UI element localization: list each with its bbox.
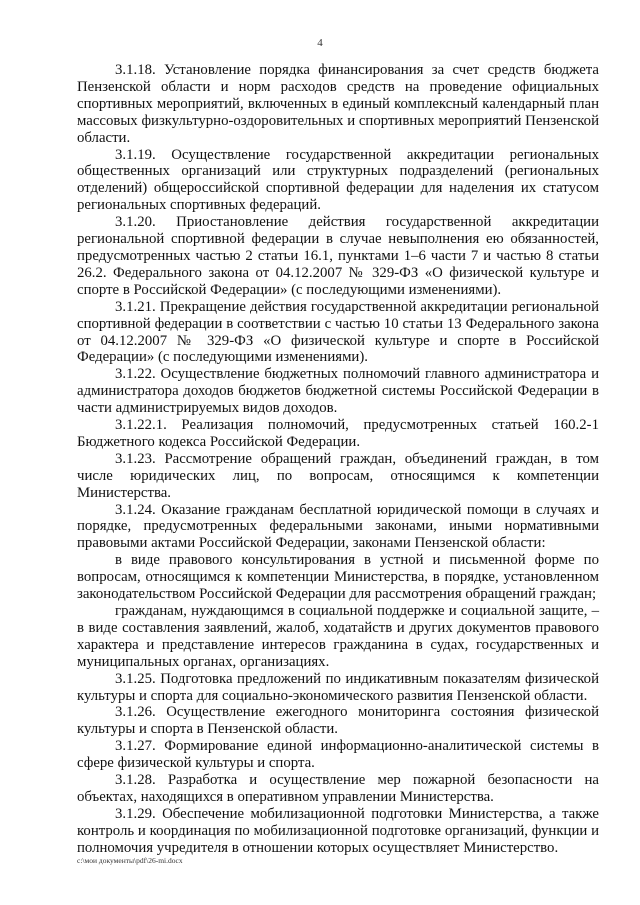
footer-file-path: c:\мои документы\pdf\26-mi.docx — [77, 856, 183, 865]
page-number: 4 — [317, 37, 323, 49]
paragraph-3-1-24-item-2: гражданам, нуждающимся в социальной поддержке и социальной защите, – в виде составления заявлений, жалоб, ходатайств и других документов правового характера и представление интересов гражданина в судах, государственных и муниципальных органах, организациях. — [77, 603, 599, 670]
paragraph-3-1-27: 3.1.27. Формирование единой информационно-аналитической системы в сфере физической культуры и спорта. — [77, 738, 599, 772]
paragraph-3-1-24-item-1: в виде правового консультирования в устной и письменной форме по вопросам, относящимся к компетенции Министерства, в порядке, установленном законодательством Российской Федерации для рассмотрения обращений граждан; — [77, 552, 599, 603]
paragraph-3-1-21: 3.1.21. Прекращение действия государственной аккредитации региональной спортивной федерации в соответствии с частью 10 статьи 13 Федерального закона от 04.12.2007 № 329-ФЗ «О физической культуре и спорте в Российской Федерации» (с последующими изменениями). — [77, 298, 599, 366]
paragraph-3-1-29: 3.1.29. Обеспечение мобилизационной подготовки Министерства, а также контроль и координация по мобилизационной подготовке организаций, функции и полномочия учредителя в отношении которых осуществляет Министерство. — [77, 805, 599, 856]
paragraph-3-1-22: 3.1.22. Осуществление бюджетных полномочий главного администратора и администратора доходов бюджетов бюджетной системы Российской Федерации в части администрируемых видов доходов. — [77, 366, 599, 417]
paragraph-3-1-20: 3.1.20. Приостановление действия государственной аккредитации региональной спортивной федерации в случае невыполнения ею обязанностей, предусмотренных частью 2 статьи 16.1, пунктами 1–6 части 7 и частью 8 статьи 26.2. Федерального закона от 04.12.2007 № 329-ФЗ «О физической культуре и спорте в Российской Федерации» (с последующими изменениями). — [77, 214, 599, 298]
paragraph-3-1-28: 3.1.28. Разработка и осуществление мер пожарной безопасности на объектах, находящихся в оперативном управлении Министерства. — [77, 772, 599, 805]
paragraph-3-1-22-1: 3.1.22.1. Реализация полномочий, предусмотренных статьей 160.2-1 Бюджетного кодекса Российской Федерации. — [77, 417, 599, 450]
paragraph-3-1-23: 3.1.23. Рассмотрение обращений граждан, объединений граждан, в том числе юридических лиц, по вопросам, относящимся к компетенции Министерства. — [77, 450, 599, 501]
paragraph-3-1-19: 3.1.19. Осуществление государственной аккредитации региональных общественных организаций или структурных подразделений (региональных отделений) общероссийской спортивной федерации для наделения их статусом региональных спортивных федераций. — [77, 146, 599, 214]
paragraph-3-1-18: 3.1.18. Установление порядка финансирования за счет средств бюджета Пензенской области и норм расходов средств на проведение официальных спортивных мероприятий, включенных в единый комплексный календарный план массовых физкультурно-оздоровительных и спортивных мероприятий Пензенской области. — [77, 62, 599, 146]
paragraph-3-1-24: 3.1.24. Оказание гражданам бесплатной юридической помощи в случаях и порядке, предусмотренных федеральными законами, иными нормативными правовыми актами Российской Федерации, законами Пензенской области: — [77, 501, 599, 552]
paragraph-3-1-26: 3.1.26. Осуществление ежегодного мониторинга состояния физической культуры и спорта в Пензенской области. — [77, 704, 599, 738]
document-body — [77, 62, 599, 857]
paragraph-3-1-25: 3.1.25. Подготовка предложений по индикативным показателям физической культуры и спорта для социально-экономического развития Пензенской области. — [77, 670, 599, 704]
